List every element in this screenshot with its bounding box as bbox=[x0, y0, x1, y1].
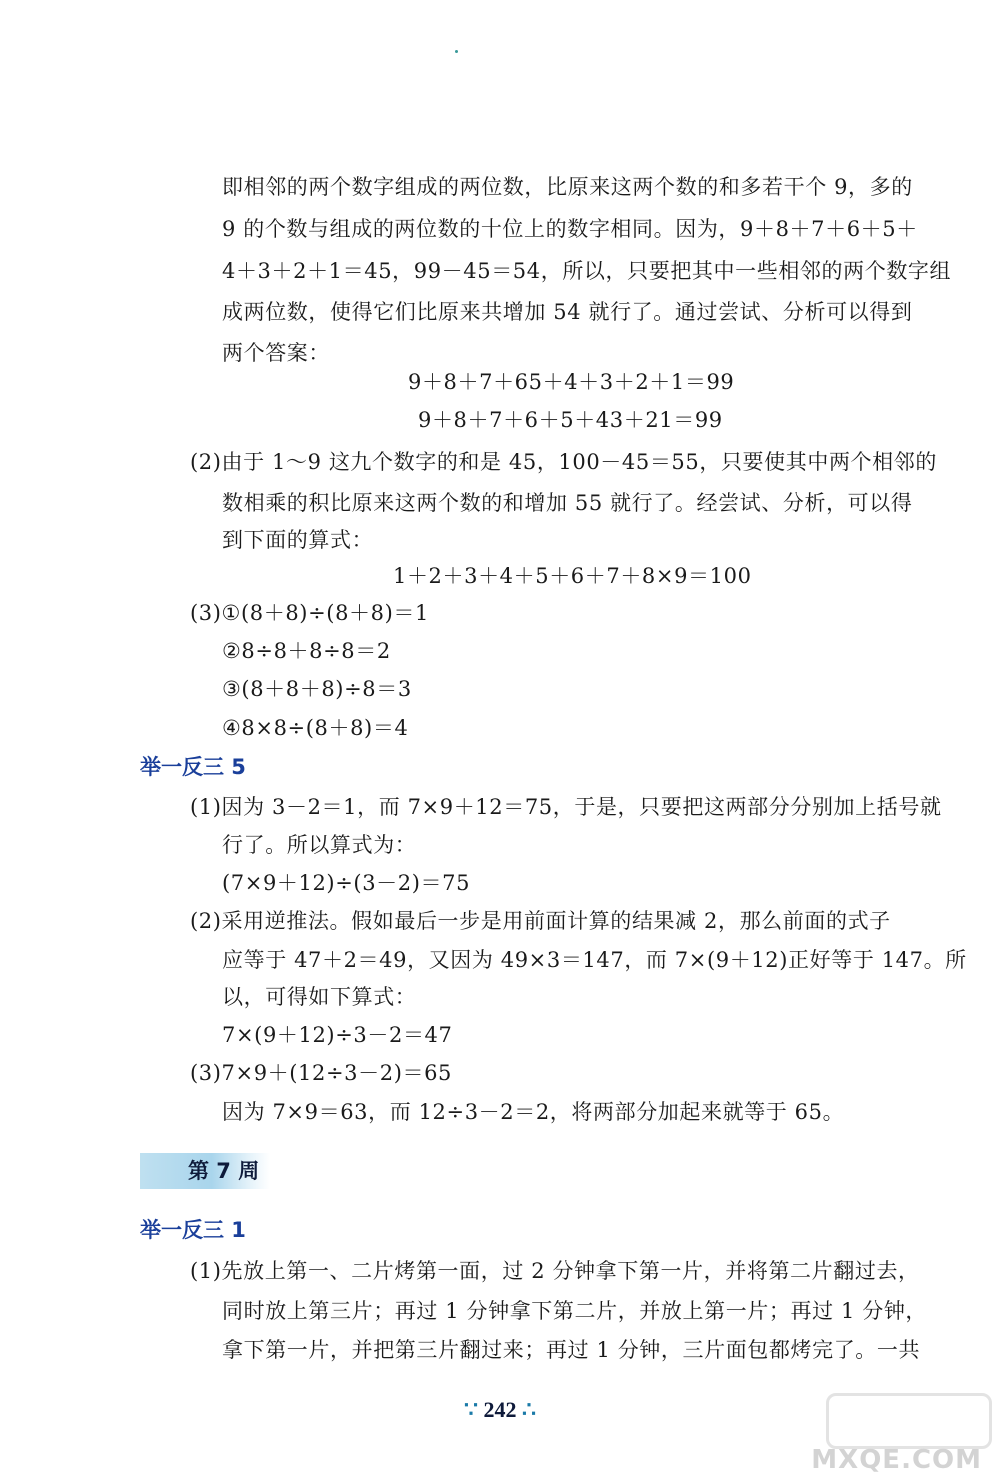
top-dot-mark bbox=[455, 50, 458, 53]
text-line: 4＋3＋2＋1＝45，99－45＝54，所以，只要把其中一些相邻的两个数字组 bbox=[222, 259, 952, 283]
text-line: ③(8＋8＋8)÷8＝3 bbox=[222, 677, 412, 701]
text-line: 应等于 47＋2＝49，又因为 49×3＝147，而 7×(9＋12)正好等于 147。所 bbox=[222, 948, 967, 972]
text-line: ④8×8÷(8＋8)＝4 bbox=[222, 716, 409, 740]
text-line: 数相乘的积比原来这两个数的和增加 55 就行了。经尝试、分析，可以得 bbox=[222, 491, 913, 515]
text-line: 同时放上第三片；再过 1 分钟拿下第二片，并放上第一片；再过 1 分钟， bbox=[222, 1299, 928, 1323]
equation: 9＋8＋7＋65＋4＋3＋2＋1＝99 bbox=[408, 370, 735, 394]
text-line: 成两位数，使得它们比原来共增加 54 就行了。通过尝试、分析可以得到 bbox=[222, 300, 913, 324]
text-line: (2)由于 1～9 这九个数字的和是 45，100－45＝55，只要使其中两个相邻的 bbox=[190, 450, 937, 474]
text-line: 7×(9＋12)÷3－2＝47 bbox=[222, 1023, 453, 1047]
dots-left-icon: ∵ bbox=[464, 1397, 478, 1422]
text-line: 拿下第一片，并把第三片翻过来；再过 1 分钟，三片面包都烤完了。一共 bbox=[222, 1338, 921, 1362]
text-line: (2)采用逆推法。假如最后一步是用前面计算的结果减 2，那么前面的式子 bbox=[190, 909, 891, 933]
section-heading: 举一反三 5 bbox=[140, 755, 246, 779]
text-line: (7×9＋12)÷(3－2)＝75 bbox=[222, 871, 471, 895]
text-line: 行了。所以算式为： bbox=[222, 833, 417, 857]
text-line: 两个答案： bbox=[222, 341, 330, 365]
text-line: 9 的个数与组成的两位数的十位上的数字相同。因为，9＋8＋7＋6＋5＋ bbox=[222, 217, 918, 241]
equation: 1＋2＋3＋4＋5＋6＋7＋8×9＝100 bbox=[393, 564, 752, 588]
watermark bbox=[811, 1393, 992, 1477]
text-line: 以，可得如下算式： bbox=[222, 985, 417, 1009]
text-line: (1)先放上第一、二片烤第一面，过 2 分钟拿下第一片，并将第二片翻过去， bbox=[190, 1259, 920, 1283]
text-line: (3)①(8＋8)÷(8＋8)＝1 bbox=[190, 601, 429, 625]
text-line: 即相邻的两个数字组成的两位数，比原来这两个数的和多若干个 9，多的 bbox=[222, 175, 913, 199]
text-line: ②8÷8＋8÷8＝2 bbox=[222, 639, 391, 663]
week-title: 第 7 周 bbox=[188, 1159, 260, 1183]
text-line: 因为 7×9＝63，而 12÷3－2＝2，将两部分加起来就等于 65。 bbox=[222, 1100, 845, 1124]
equation: 9＋8＋7＋6＋5＋43＋21＝99 bbox=[418, 408, 723, 432]
text-line: (1)因为 3－2＝1，而 7×9＋12＝75，于是，只要把这两部分分别加上括号就 bbox=[190, 795, 942, 819]
section-heading: 举一反三 1 bbox=[140, 1218, 246, 1242]
text-line: 到下面的算式： bbox=[222, 528, 374, 552]
dots-right-icon: ∴ bbox=[522, 1397, 536, 1422]
watermark-text: MXQE.COM bbox=[811, 1445, 982, 1475]
watermark-logo-icon bbox=[826, 1393, 992, 1449]
text-line: (3)7×9＋(12÷3－2)＝65 bbox=[190, 1061, 453, 1085]
page-number: 242 bbox=[483, 1397, 517, 1422]
